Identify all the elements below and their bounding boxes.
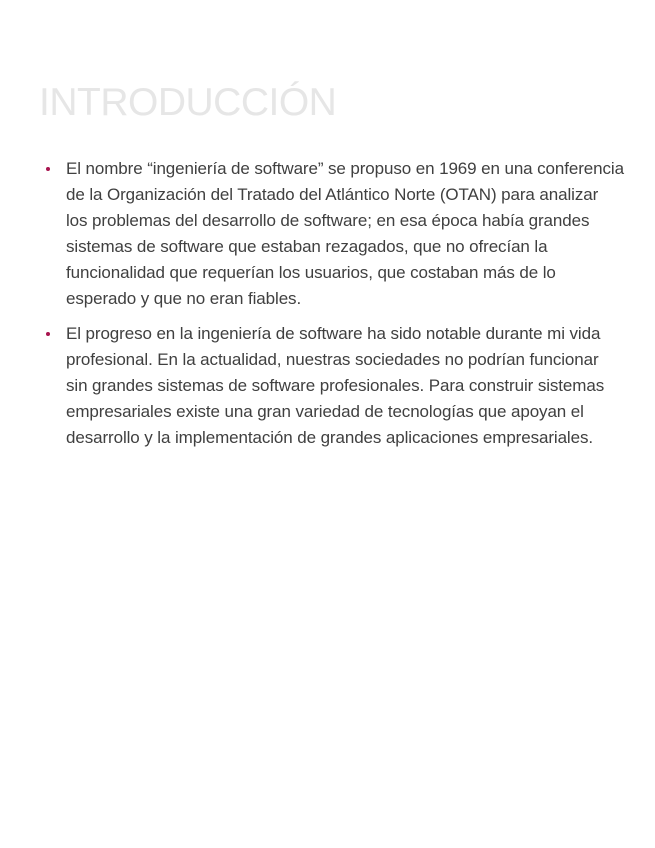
bullet-item bbox=[44, 156, 624, 312]
bullet-text: El nombre “ingeniería de software” se propuso en 1969 en una conferencia de la Organización del Tratado del Atlántico Norte (OTAN) para analizar los problemas del desarrollo de software; en esa época había grandes sistemas de software que estaban rezagados, que no ofrecían la funcionalidad que requerían los usuarios, que costaban más de lo esperado y que no eran fiables. bbox=[66, 159, 624, 308]
bullet-dot-icon bbox=[46, 167, 50, 171]
bullet-dot-icon bbox=[46, 332, 50, 336]
slide-title: INTRODUCCIÓN bbox=[39, 81, 337, 124]
bullet-text: El progreso en la ingeniería de software ha sido notable durante mi vida profesional. En la actualidad, nuestras sociedades no podrían funcionar sin grandes sistemas de software profesionales. Para construir sistemas empresariales existe una gran variedad de tecnologías que apoyan el desarrollo y la implementación de grandes aplicaciones empresariales. bbox=[66, 324, 605, 447]
bullet-item bbox=[44, 321, 624, 451]
bullet-list bbox=[44, 156, 624, 460]
